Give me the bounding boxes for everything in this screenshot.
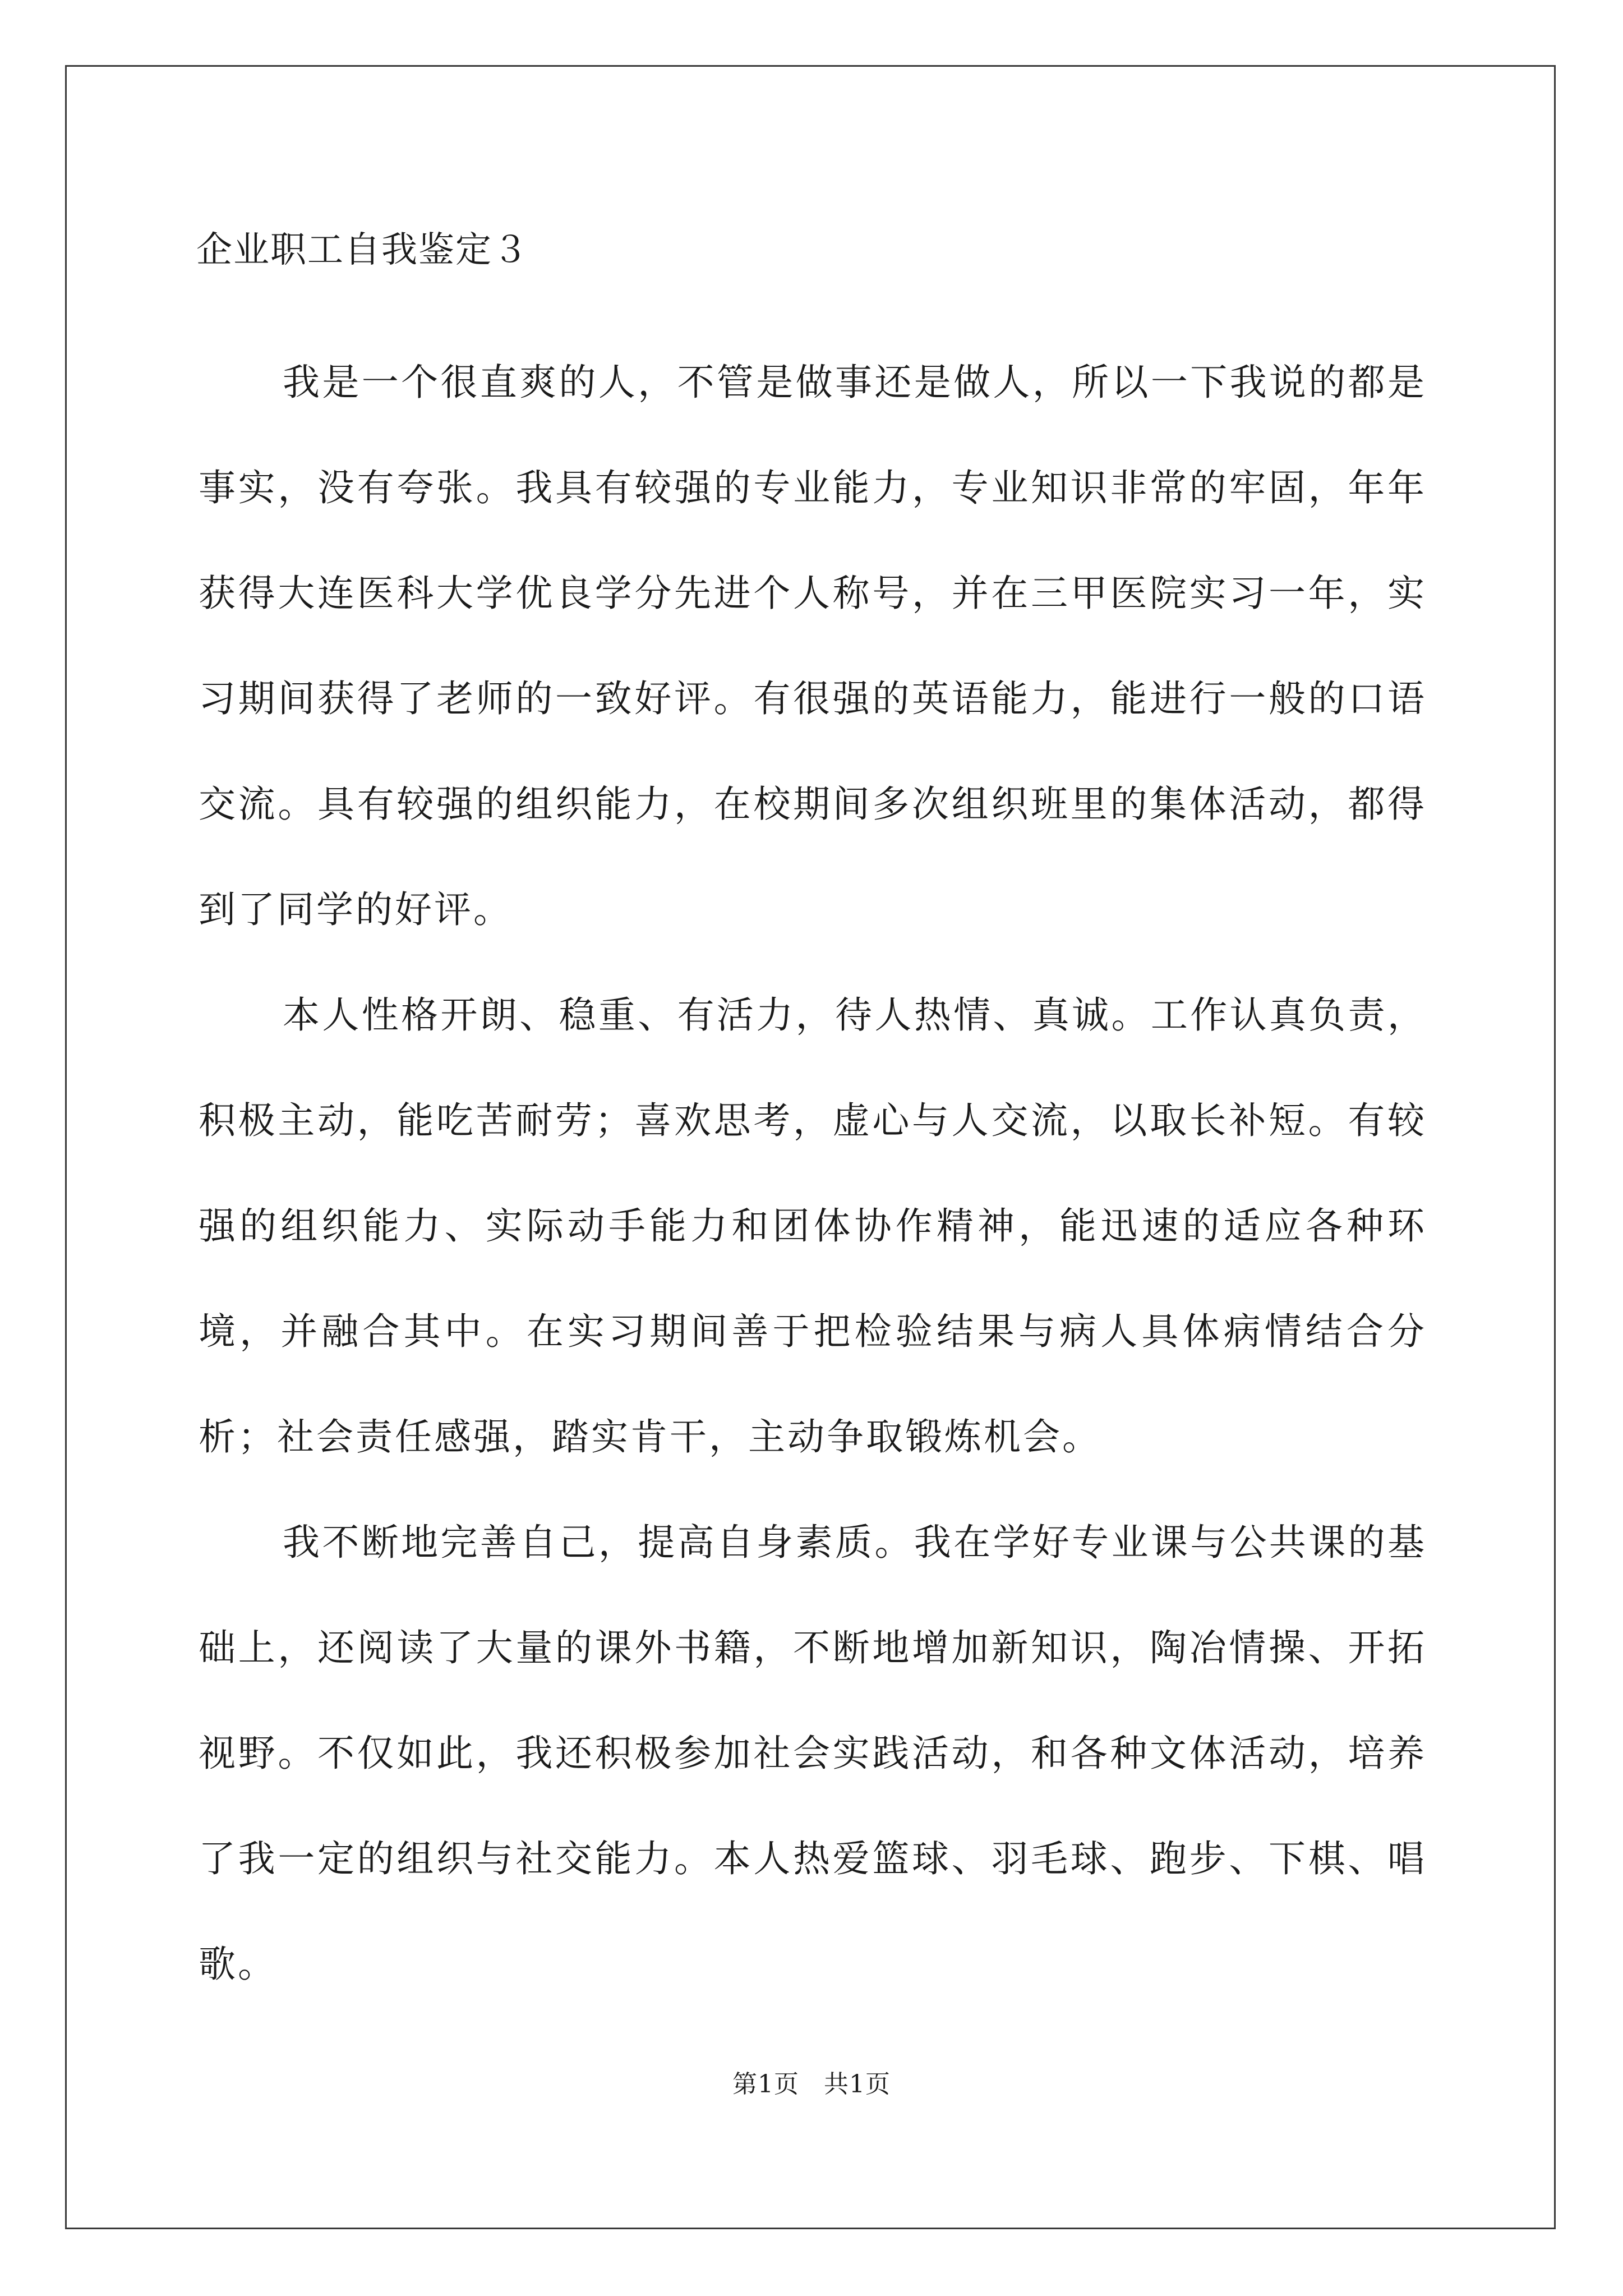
page-number: 第1页 [732, 2070, 799, 2099]
page-total: 共1页 [824, 2070, 891, 2099]
document-title: 企业职工自我鉴定３ [196, 229, 529, 271]
paragraph-1: 我是一个很直爽的人，不管是做事还是做人，所以一下我说的都是事实，没有夸张。我具有较强的专业能力，专业知识非常的牢固，年年获得大连医科大学优良学分先进个人称号，并在三甲医院实习一年，实习期间获得了老师的一致好评。有很强的英语能力，能进行一般的口语交流。具有较强的组织能力，在校期间多次组织班里的集体活动，都得到了同学的好评。 [199, 361, 1427, 931]
paragraph-3: 我不断地完善自己，提高自身素质。我在学好专业课与公共课的基础上，还阅读了大量的课外书籍，不断地增加新知识，陶冶情操、开拓视野。不仅如此，我还积极参加社会实践活动，和各种文体活动，培养了我一定的组织与社交能力。本人热爱篮球、羽毛球、跑步、下棋、唱歌。 [199, 1521, 1427, 1986]
document-body [199, 330, 1427, 2017]
page-footer [0, 2068, 1623, 2101]
paragraph-2: 本人性格开朗、稳重、有活力，待人热情、真诚。工作认真负责，积极主动，能吃苦耐劳；喜欢思考，虚心与人交流，以取长补短。有较强的组织能力、实际动手能力和团体协作精神，能迅速的适应各种环境，并融合其中。在实习期间善于把检验结果与病人具体病情结合分析；社会责任感强，踏实肯干，主动争取锻炼机会。 [199, 993, 1427, 1458]
